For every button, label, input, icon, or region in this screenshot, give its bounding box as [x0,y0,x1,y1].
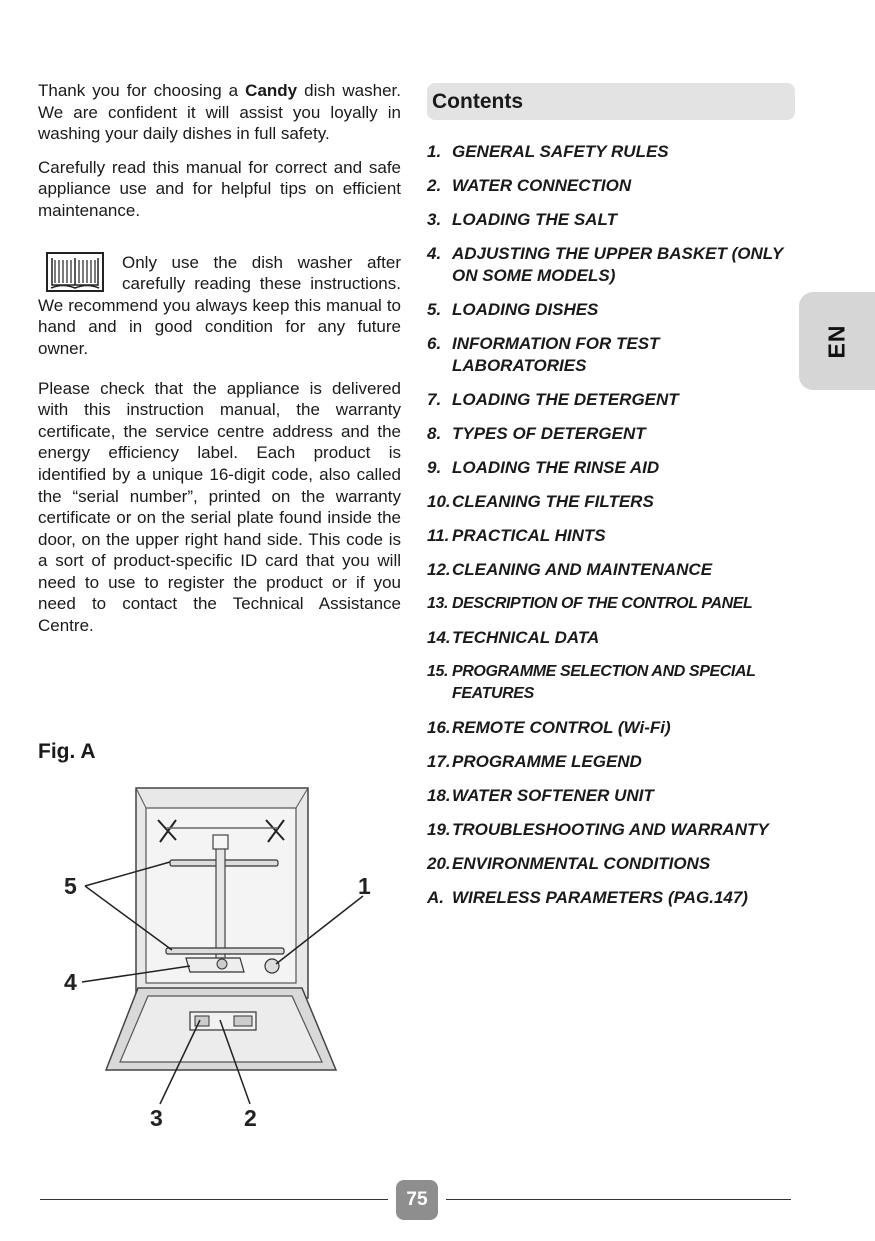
contents-item [427,717,795,739]
contents-item-number: A. [427,888,444,907]
contents-item-number: 12. [427,560,451,579]
callout-label: 4 [64,969,77,995]
contents-item-number: 6. [427,334,442,353]
contents-item-title: CLEANING THE FILTERS [452,492,654,511]
filter [186,958,244,972]
contents-item-number: 13. [427,595,449,612]
contents-heading: Contents [427,83,795,120]
contents-item-title: CLEANING AND MAINTENANCE [452,560,713,579]
contents-item-title: TROUBLESHOOTING AND WARRANTY [452,820,769,839]
spray-tube [216,838,225,960]
contents-item [427,141,795,163]
contents-item-number: 9. [427,458,442,477]
contents-item [427,299,795,321]
contents-item [427,661,795,705]
contents-item-number: 8. [427,424,442,443]
contents-item [427,423,795,445]
contents-item-number: 1. [427,142,442,161]
contents-item-title: LOADING THE DETERGENT [452,390,679,409]
contents-item-number: 7. [427,390,442,409]
language-tab [799,292,875,390]
contents-item-title: TYPES OF DETERGENT [452,424,646,443]
figure-title: Fig. A [38,740,96,763]
contents-item [427,627,795,649]
contents-item-number: 15. [427,663,449,680]
brand-name: Candy [245,81,298,100]
callout-label: 5 [64,873,77,899]
contents-item [427,751,795,773]
language-label: EN [823,324,850,358]
contents-item-title: LOADING THE RINSE AID [452,458,660,477]
dishwasher-diagram [40,780,400,1140]
intro-paragraph-4: Please check that the appliance is delivered with this instruction manual, the warranty certificate, the service centre address and the energy efficiency label. Each product is identified by a unique 16-digit code, also called the “serial number”, printed on the warranty certificate or on the serial plate found inside the door, on the upper right hand side. This code is a sort of product-specific ID card that you will need to use to register the product or if you need to contact the Technical Assistance Centre. [38,378,401,636]
contents-item-title: PROGRAMME SELECTION AND SPECIAL FEATURES [452,663,756,702]
contents-item-title: WATER CONNECTION [452,176,632,195]
contents-item [427,491,795,513]
contents-item-title: PRACTICAL HINTS [452,526,606,545]
contents-item [427,333,795,377]
salt-container-cap [265,959,279,973]
intro-text: Thank you for choosing a [38,81,246,100]
contents-item-number: 4. [427,244,442,263]
intro-paragraph-1 [38,80,401,145]
contents-item-title: LOADING DISHES [452,300,599,319]
intro-text: Only use the dish washer after carefully reading these instructions. We recommend you always keep this manual to hand and in good condition for any future owner. [38,252,401,358]
contents-item-number: 5. [427,300,442,319]
contents-item [427,457,795,479]
open-book-icon [46,252,104,292]
contents-item-number: 17. [427,752,451,771]
contents-item-number: 11. [427,526,450,545]
intro-paragraph-3 [38,252,401,360]
contents-item-title: ADJUSTING THE UPPER BASKET (ONLY ON SOME MODELS) [452,244,783,285]
contents-item-number: 10. [427,492,451,511]
contents-item-title: GENERAL SAFETY RULES [452,142,669,161]
contents-item-number: 20. [427,854,451,873]
callout-label: 1 [358,873,371,899]
contents-list [427,141,795,909]
intro-column [38,80,401,649]
intro-text: dish washer. We are confident it will assist you loyally in washing your daily dishes in full safety. [38,81,401,144]
contents-item [427,243,795,287]
footer-rule-left [40,1199,388,1200]
lower-spray-arm [166,948,284,954]
contents-item-title: ENVIRONMENTAL CONDITIONS [452,854,711,873]
contents-item-title: INFORMATION FOR TEST LABORATORIES [452,334,660,375]
contents-item-title: DESCRIPTION OF THE CONTROL PANEL [452,595,753,612]
contents-item-number: 19. [427,820,451,839]
contents-item-title: PROGRAMME LEGEND [452,752,642,771]
contents-item [427,593,795,615]
contents-item [427,559,795,581]
contents-item-number: 3. [427,210,442,229]
contents-item [427,209,795,231]
contents-item [427,525,795,547]
contents-item-number: 14. [427,628,451,647]
callout-label: 2 [244,1105,257,1131]
contents-item [427,887,795,909]
contents-item [427,853,795,875]
contents-item [427,819,795,841]
callout-label: 3 [150,1105,163,1131]
contents-item [427,389,795,411]
contents-item-title: WATER SOFTENER UNIT [452,786,654,805]
contents-item-number: 16. [427,718,451,737]
page-number: 75 [396,1180,438,1220]
contents-column [427,83,795,921]
intro-paragraph-2: Carefully read this manual for correct and safe appliance use and for helpful tips on efficient maintenance. [38,157,401,220]
contents-item-number: 2. [427,176,442,195]
footer-rule-right [446,1199,791,1200]
contents-item [427,785,795,807]
contents-item [427,175,795,197]
contents-item-title: REMOTE CONTROL (Wi-Fi) [452,718,671,737]
contents-item-title: LOADING THE SALT [452,210,617,229]
contents-item-number: 18. [427,786,451,805]
contents-item-title: TECHNICAL DATA [452,628,600,647]
contents-item-title: WIRELESS PARAMETERS (PAG.147) [452,888,748,907]
